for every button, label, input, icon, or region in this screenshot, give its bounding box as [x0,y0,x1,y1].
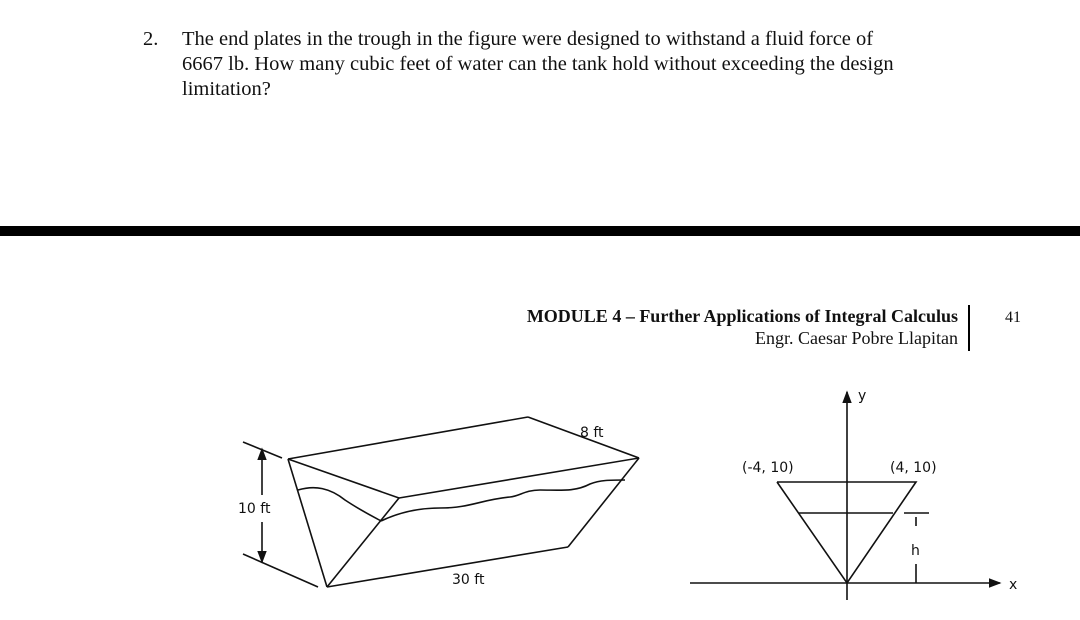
cross-section-figure [690,392,1000,600]
trough-edge [327,547,568,587]
x-axis-label: x [1009,577,1018,593]
trough-edge [399,458,639,498]
length-label: 30 ft [452,572,485,588]
trough-edge [568,458,639,547]
module-title: MODULE 4 – Further Applications of Integral Calculus [526,306,958,326]
water-surface-side [381,480,625,521]
left-point-label: (-4, 10) [742,460,794,476]
page-number: 41 [1005,309,1021,326]
height-label: 10 ft [238,501,271,517]
dimension-extension-line [243,554,318,587]
problem-line: 6667 lb. How many cubic feet of water can the tank hold without exceeding the design [182,53,894,75]
trough-edge [288,459,327,587]
problem-line: limitation? [182,78,271,100]
trough-edge [288,417,528,459]
trough-figure [243,417,639,587]
right-point-label: (4, 10) [890,460,937,476]
width-label: 8 ft [580,425,604,441]
problem-line: The end plates in the trough in the figure were designed to withstand a fluid force of [182,28,874,50]
problem-number: 2. [143,28,159,50]
author-name: Engr. Caesar Pobre Llapitan [755,328,958,348]
water-surface-end [298,488,381,521]
depth-label: h [911,543,920,559]
trough-edge [288,459,399,498]
y-axis-label: y [858,388,867,404]
